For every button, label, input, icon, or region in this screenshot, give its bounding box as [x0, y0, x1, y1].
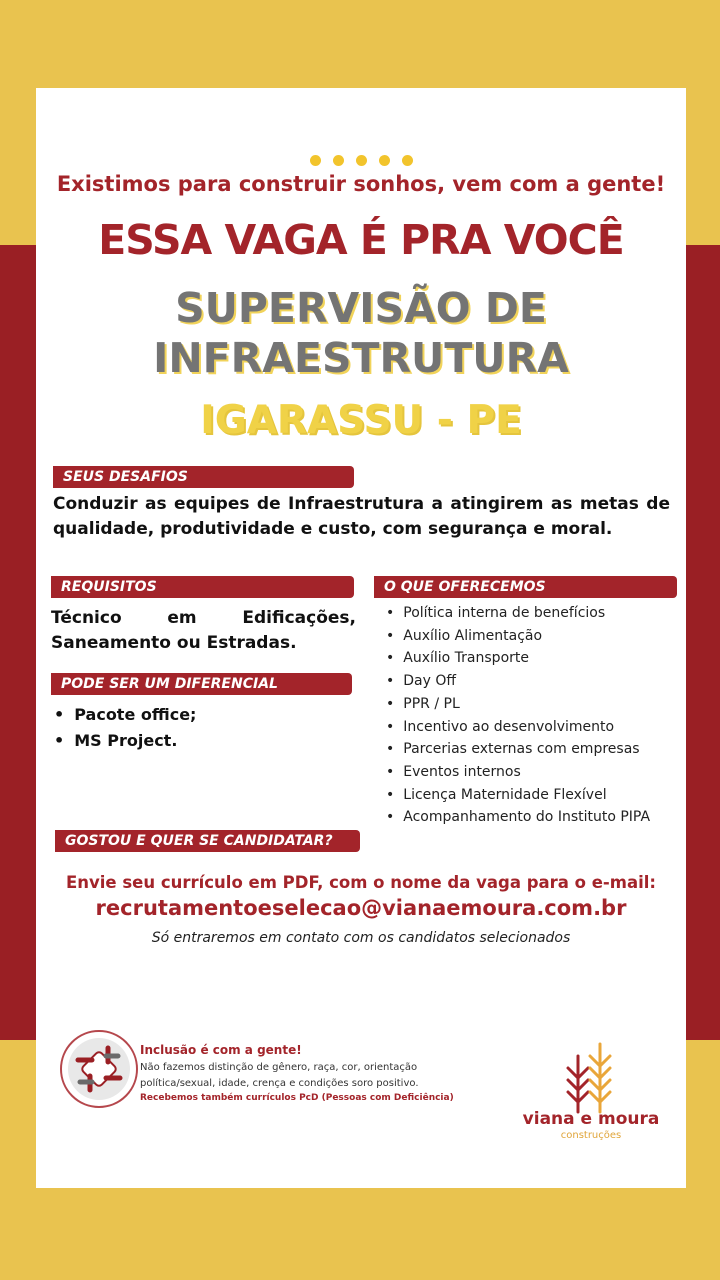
offers-list — [386, 602, 650, 829]
differential-list — [54, 702, 196, 754]
inclusion-hands-icon — [68, 1038, 130, 1100]
dot — [310, 155, 321, 166]
list-item: • PPR / PL — [386, 693, 650, 716]
requirements-heading: REQUISITOS — [51, 576, 354, 598]
job-title-line-1: SUPERVISÃO DE — [175, 284, 547, 332]
list-item: • Política interna de benefícios — [386, 602, 650, 625]
apply-heading: GOSTOU E QUER SE CANDIDATAR? — [55, 830, 360, 852]
list-item: • MS Project. — [54, 728, 196, 754]
list-item: • Licença Maternidade Flexível — [386, 784, 650, 807]
tagline: Existimos para construir sonhos, vem com a gente! — [56, 172, 666, 196]
list-item: • Parcerias externas com empresas — [386, 738, 650, 761]
dot — [402, 155, 413, 166]
list-item: • Day Off — [386, 670, 650, 693]
dot — [379, 155, 390, 166]
list-item: • Pacote office; — [54, 702, 196, 728]
list-item: • Acompanhamento do Instituto PIPA — [386, 806, 650, 829]
list-item: • Incentivo ao desenvolvimento — [386, 716, 650, 739]
company-logo-subtitle: construções — [560, 1130, 622, 1141]
list-item: • Auxílio Transporte — [386, 647, 650, 670]
headline: ESSA VAGA É PRA VOCÊ — [98, 216, 624, 264]
apply-instruction: Envie seu currículo em PDF, com o nome da vaga para o e-mail: — [65, 873, 657, 892]
dot — [333, 155, 344, 166]
challenges-text: Conduzir as equipes de Infraestrutura a atingirem as metas de qualidade, produtividade e custo, com segurança e moral. — [53, 494, 670, 539]
job-title-line-2: INFRAESTRUTURA — [153, 334, 569, 382]
offers-heading: O QUE OFERECEMOS — [374, 576, 677, 598]
differential-heading: PODE SER UM DIFERENCIAL — [51, 673, 352, 695]
inclusion-pcd-note: Recebemos também currículos PcD (Pessoas com Deficiência) — [140, 1093, 454, 1103]
inclusion-title: Inclusão é com a gente! — [140, 1043, 302, 1057]
job-posting-card — [36, 88, 686, 1188]
list-item: • Eventos internos — [386, 761, 650, 784]
challenges-heading: SEUS DESAFIOS — [53, 466, 354, 488]
contact-notice: Só entraremos em contato com os candidatos selecionados — [151, 930, 571, 946]
job-title — [36, 283, 686, 383]
apply-email-link[interactable]: recrutamentoeselecao@vianaemoura.com.br — [95, 896, 627, 920]
inclusion-text: Não fazemos distinção de gênero, raça, cor, orientação política/sexual, idade, crença e condições soro positivo. — [140, 1062, 419, 1089]
viana-e-moura-logo-icon — [562, 1038, 618, 1118]
dot — [356, 155, 367, 166]
company-logo-name: viana e moura — [522, 1109, 660, 1129]
list-item: • Auxílio Alimentação — [386, 625, 650, 648]
decorative-dots — [36, 151, 686, 170]
job-location: IGARASSU - PE — [200, 398, 522, 443]
requirements-text: Técnico em Edificações, Saneamento ou Estradas. — [51, 608, 356, 653]
